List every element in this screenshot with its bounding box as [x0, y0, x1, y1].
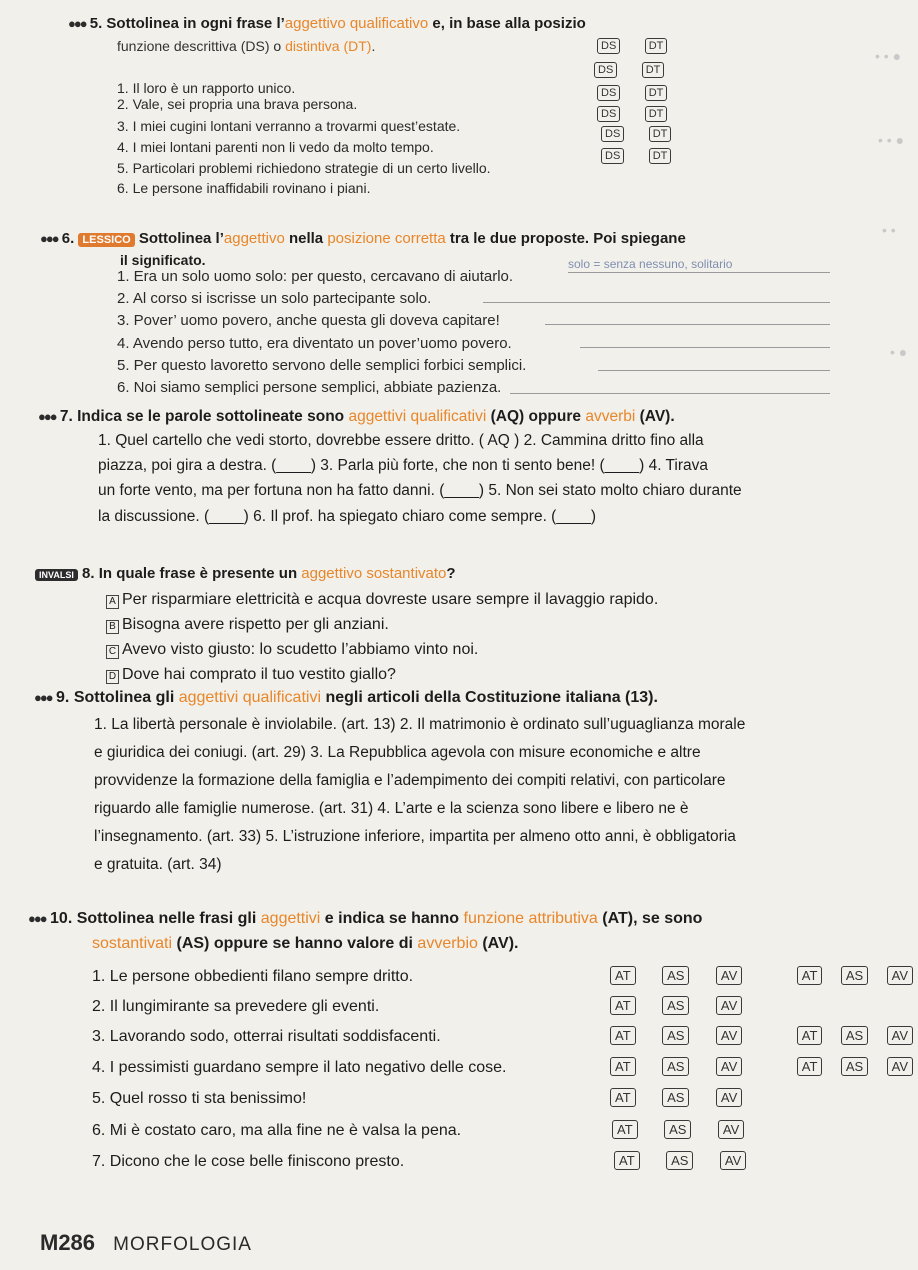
ex5-item-5: 5. Particolari problemi richiedono strategie di un certo livello.: [117, 160, 491, 176]
ex8-title-keyword: aggettivo sostantivato: [301, 565, 447, 582]
ex5-item-3-options: [597, 104, 667, 122]
ex9-line-6: e gratuita. (art. 34): [94, 856, 222, 873]
option-as-box[interactable]: AS: [662, 1057, 689, 1076]
ex10-item-3-options: [610, 1026, 913, 1045]
option-at-box[interactable]: AT: [610, 1057, 636, 1076]
option-c-box[interactable]: C: [106, 645, 119, 659]
ex5-item-2-options: [597, 83, 667, 101]
ex7-title-mid: (AQ) oppure: [486, 408, 586, 425]
ex10-number: 10.: [50, 910, 73, 927]
ex9-line-1: 1. La libertà personale è inviolabile. (art. 13) 2. Il matrimonio è ordinato sull’uguaglianza morale: [94, 716, 746, 733]
decorative-dots: • • ●: [875, 48, 902, 64]
ex8-option-b[interactable]: [106, 616, 389, 634]
option-as-box[interactable]: AS: [841, 1057, 868, 1076]
ex6-item-6: 6. Noi siamo semplici persone semplici, abbiate pazienza.: [117, 379, 502, 396]
ex8-option-b-text: Bisogna avere rispetto per gli anziani.: [122, 616, 389, 633]
answer-line[interactable]: [545, 324, 830, 325]
ex10-item-7-options: [614, 1151, 746, 1170]
option-as-box[interactable]: AS: [662, 1026, 689, 1045]
ex8-option-d[interactable]: [106, 666, 396, 684]
ex6-title: Sottolinea l’: [138, 230, 224, 247]
option-as-box[interactable]: AS: [666, 1151, 693, 1170]
ex6-number: 6.: [61, 230, 75, 247]
ex5-title-keyword: aggettivo qualificativo: [284, 15, 429, 32]
ex6-title-keyword-2: posizione corretta: [327, 230, 446, 247]
ex7-number: 7.: [59, 408, 73, 425]
ex5-item-5-options: [601, 146, 671, 164]
option-b-box[interactable]: B: [106, 620, 119, 634]
option-as-box[interactable]: AS: [841, 1026, 868, 1045]
ex5-number: 5.: [89, 15, 103, 32]
ex7-title: Indica se le parole sottolineate sono: [77, 408, 349, 425]
ex8-option-a[interactable]: [106, 591, 658, 609]
decorative-dots: • •: [882, 222, 896, 238]
ex6-item-4: 4. Avendo perso tutto, era diventato un pover’uomo povero.: [117, 335, 512, 352]
ex5-subtitle-ds: funzione descrittiva (DS): [117, 38, 270, 54]
ex8-option-a-text: Per risparmiare elettricità e acqua dovreste usare sempre il lavaggio rapido.: [122, 591, 659, 608]
ex9-header: [34, 689, 658, 707]
ex6-item-5: 5. Per questo lavoretto servono delle semplici forbici semplici.: [117, 357, 527, 374]
ex6-answer-1[interactable]: solo = senza nessuno, solitario: [568, 257, 733, 271]
difficulty-dots: ●●●: [68, 16, 86, 31]
option-at-box[interactable]: AT: [797, 1057, 823, 1076]
option-at-box[interactable]: AT: [797, 1026, 823, 1045]
ex10-title-keyword-4: avverbio: [417, 935, 478, 952]
ex6-title-end: tra le due proposte. Poi spiegane: [445, 230, 686, 247]
ex6-header: [40, 230, 686, 247]
decorative-dots: • • ●: [878, 132, 905, 148]
ex10-title-end: (AT), se sono: [597, 910, 703, 927]
option-ds-box[interactable]: DS: [594, 62, 617, 78]
ex5-item-4-options: [601, 124, 671, 142]
ex10-item-3: 3. Lavorando sodo, otterrai risultati soddisfacenti.: [92, 1028, 441, 1045]
ex6-item-3: 3. Pover’ uomo povero, anche questa gli doveva capitare!: [117, 312, 500, 329]
option-at-box[interactable]: AT: [610, 1026, 636, 1045]
ex6-title-mid: nella: [284, 230, 328, 247]
difficulty-dots: ●●●: [34, 690, 52, 705]
ex10-item-4-options: [610, 1057, 913, 1076]
page-number: M286: [40, 1230, 96, 1255]
ex5-item-1: 1. Il loro è un rapporto unico.: [117, 80, 296, 96]
option-d-box[interactable]: D: [106, 670, 119, 684]
option-av-box[interactable]: AV: [716, 1026, 742, 1045]
ex7-title-keyword-2: avverbi: [585, 408, 636, 425]
ex5-title: Sottolinea in ogni frase l’: [106, 15, 285, 32]
ex8-option-d-text: Dove hai comprato il tuo vestito giallo?: [122, 666, 396, 683]
ex8-title-end: ?: [446, 565, 456, 582]
ex9-line-5: l’insegnamento. (art. 33) 5. L’istruzione inferiore, impartita per almeno otto anni, è obbligatoria: [94, 828, 736, 845]
answer-line[interactable]: [483, 302, 830, 303]
ex5-subtitle-dt: distintiva (DT): [285, 38, 372, 54]
ex10-title-keyword-3: sostantivati: [92, 935, 173, 952]
ex5-item-1-options: [594, 60, 664, 78]
ex10-item-6: 6. Mi è costato caro, ma alla fine ne è valsa la pena.: [92, 1122, 462, 1139]
option-as-box[interactable]: AS: [664, 1120, 691, 1139]
ex6-item-1: 1. Era un solo uomo solo: per questo, cercavano di aiutarlo.: [117, 268, 514, 285]
option-as-box[interactable]: AS: [841, 966, 868, 985]
ex5-item-4: 4. I miei lontani parenti non li vedo da molto tempo.: [117, 139, 434, 155]
option-ds-box[interactable]: DS: [601, 126, 624, 142]
difficulty-dots: ●●●: [40, 231, 58, 246]
option-at-box[interactable]: AT: [614, 1151, 640, 1170]
answer-line[interactable]: [598, 370, 830, 371]
option-at-box[interactable]: AT: [610, 996, 636, 1015]
ex5-item-2: 2. Vale, sei propria una brava persona.: [117, 96, 358, 112]
option-dt-box[interactable]: DT: [645, 38, 668, 54]
ex6-item-2: 2. Al corso si iscrisse un solo partecipante solo.: [117, 290, 432, 307]
ex10-title-keyword-2: funzione attributiva: [463, 910, 598, 927]
ex8-title: In quale frase è presente un: [98, 565, 302, 582]
ex10-title: Sottolinea nelle frasi gli: [76, 910, 261, 927]
option-ds-box[interactable]: DS: [597, 106, 620, 122]
option-dt-box[interactable]: DT: [649, 148, 672, 164]
ex7-line-2: piazza, poi gira a destra. (____) 3. Parla più forte, che non ti sento bene! (____) 4. Tirava: [98, 457, 709, 474]
ex9-number: 9.: [56, 689, 70, 706]
option-as-box[interactable]: AS: [662, 966, 689, 985]
option-ds-box[interactable]: DS: [597, 38, 620, 54]
ex5-top-options: [597, 36, 667, 54]
ex8-option-c[interactable]: [106, 641, 478, 659]
ex6-title-cont: il significato.: [120, 252, 206, 268]
ex10-item-5: 5. Quel rosso ti sta benissimo!: [92, 1090, 307, 1107]
option-at-box[interactable]: AT: [610, 966, 636, 985]
ex10-item-5-options: [610, 1088, 742, 1107]
option-at-box[interactable]: AT: [612, 1120, 638, 1139]
ex7-title-keyword: aggettivi qualificativi: [348, 408, 487, 425]
lessico-badge: LESSICO: [78, 233, 134, 247]
ex6-title-keyword: aggettivo: [223, 230, 285, 247]
option-at-box[interactable]: AT: [797, 966, 823, 985]
ex5-subtitle-or: o: [269, 38, 286, 54]
ex10-title-keyword: aggettivi: [260, 910, 321, 927]
option-as-box[interactable]: AS: [662, 1088, 689, 1107]
ex10-item-7: 7. Dicono che le cose belle finiscono presto.: [92, 1153, 405, 1170]
ex10-item-1-options: [610, 966, 913, 985]
ex10-title-mid-2: (AS) oppure se hanno valore di: [172, 935, 418, 952]
ex9-line-3: provvidenze la formazione della famiglia e l’adempimento dei compiti relativi, con particolare: [94, 772, 726, 789]
option-av-box[interactable]: AV: [887, 1026, 913, 1045]
ex10-item-1: 1. Le persone obbedienti filano sempre dritto.: [92, 968, 414, 985]
ex7-header: [38, 408, 675, 426]
ex7-line-3: un forte vento, ma per fortuna non ha fatto danni. (____) 5. Non sei stato molto chiaro durante: [98, 482, 742, 499]
option-av-box[interactable]: AV: [718, 1120, 744, 1139]
option-av-box[interactable]: AV: [887, 966, 913, 985]
page-footer: [40, 1230, 252, 1256]
ex8-number: 8.: [82, 565, 95, 582]
ex10-title-mid: e indica se hanno: [320, 910, 464, 927]
option-av-box[interactable]: AV: [716, 1088, 742, 1107]
option-av-box[interactable]: AV: [887, 1057, 913, 1076]
option-av-box[interactable]: AV: [720, 1151, 746, 1170]
option-dt-box[interactable]: DT: [645, 85, 668, 101]
ex9-title: Sottolinea gli: [73, 689, 179, 706]
ex7-line-1: 1. Quel cartello che vedi storto, dovrebbe essere dritto. ( AQ ) 2. Cammina dritto fino alla: [98, 432, 704, 449]
option-av-box[interactable]: AV: [716, 996, 742, 1015]
answer-line: [568, 272, 830, 273]
ex7-line-4: la discussione. (____) 6. Il prof. ha spiegato chiaro come sempre. (____): [98, 508, 596, 525]
ex9-title-end: negli articoli della Costituzione italiana (13).: [321, 689, 658, 706]
ex10-item-6-options: [612, 1120, 744, 1139]
decorative-dots: • ●: [890, 344, 908, 360]
ex10-item-2: 2. Il lungimirante sa prevedere gli eventi.: [92, 998, 380, 1015]
difficulty-dots: ●●●: [38, 409, 56, 424]
option-av-box[interactable]: AV: [716, 1057, 742, 1076]
option-as-box[interactable]: AS: [662, 996, 689, 1015]
ex5-subtitle: [117, 38, 375, 54]
ex9-line-2: e giuridica dei coniugi. (art. 29) 3. La Repubblica agevola con misure economiche e altre: [94, 744, 701, 761]
ex5-title-end: e, in base alla posizio: [428, 15, 586, 32]
ex8-header: [35, 565, 456, 582]
ex10-item-2-options: [610, 996, 742, 1015]
section-title: MORFOLOGIA: [113, 1234, 252, 1255]
option-dt-box[interactable]: DT: [649, 126, 672, 142]
difficulty-dots: ●●●: [28, 911, 46, 926]
option-av-box[interactable]: AV: [716, 966, 742, 985]
ex10-title-cont: [92, 935, 519, 953]
ex10-header: [28, 910, 702, 928]
ex7-title-end: (AV).: [635, 408, 675, 425]
option-dt-box[interactable]: DT: [645, 106, 668, 122]
ex10-title-end-2: (AV).: [477, 935, 519, 952]
answer-line[interactable]: [580, 347, 830, 348]
ex5-header: [68, 15, 586, 32]
ex10-item-4: 4. I pessimisti guardano sempre il lato negativo delle cose.: [92, 1059, 507, 1076]
ex5-item-6: 6. Le persone inaffidabili rovinano i piani.: [117, 180, 371, 196]
invalsi-badge: INVALSI: [35, 569, 78, 581]
option-dt-box[interactable]: DT: [642, 62, 665, 78]
option-ds-box[interactable]: DS: [601, 148, 624, 164]
ex9-title-keyword: aggettivi qualificativi: [178, 689, 321, 706]
option-a-box[interactable]: A: [106, 595, 119, 609]
ex5-item-3: 3. I miei cugini lontani verranno a trovarmi quest’estate.: [117, 118, 461, 134]
ex8-option-c-text: Avevo visto giusto: lo scudetto l’abbiamo vinto noi.: [122, 641, 479, 658]
answer-line[interactable]: [510, 393, 830, 394]
ex5-subtitle-dot: .: [371, 38, 376, 54]
option-at-box[interactable]: AT: [610, 1088, 636, 1107]
option-ds-box[interactable]: DS: [597, 85, 620, 101]
ex9-line-4: riguardo alle famiglie numerose. (art. 31) 4. L’arte e la scienza sono libere e libero ne è: [94, 800, 689, 817]
